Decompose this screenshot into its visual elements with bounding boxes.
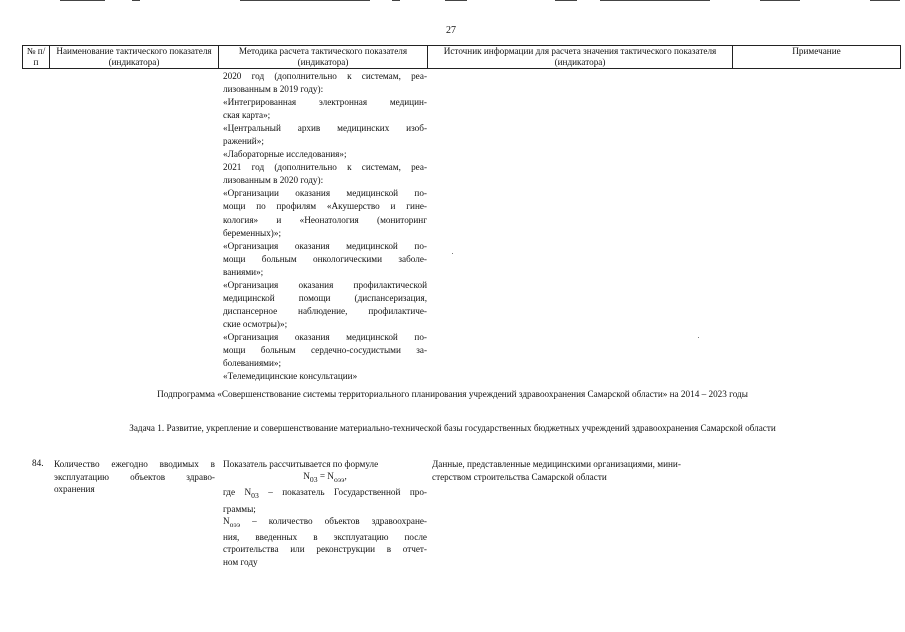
source-line: Данные, представленные медицинскими организациями, мини-: [432, 459, 681, 469]
method-line: ская карта»;: [223, 110, 271, 121]
method-line: мощи больным сердечно-сосудистыми за-: [223, 344, 427, 355]
scan-edge-line: [240, 0, 370, 1]
formula-end: ,: [344, 471, 347, 482]
table-header-row: [23, 46, 901, 69]
method-line: лизованным в 2019 году):: [223, 84, 324, 95]
method-line: ские осмотры)»;: [223, 318, 288, 329]
method-n-line: [223, 515, 427, 531]
formula-left: N: [303, 471, 310, 482]
where-prefix: где N: [223, 487, 252, 498]
where-rest: – показатель Государственной про-: [258, 487, 427, 498]
method-line: ном году: [223, 556, 258, 567]
method-line: «Центральный архив медицинских изоб-: [223, 123, 427, 134]
method-line: «Организация оказания медицинской по-: [223, 240, 427, 251]
method-continuation: [223, 70, 427, 383]
method-line: болеваниями»;: [223, 358, 282, 369]
formula-right-subscript: оээ: [333, 475, 345, 485]
indicator-method: [223, 458, 427, 568]
method-line: диспансерное наблюдение, профилактиче-: [223, 305, 427, 316]
task-title: Задача 1. Развитие, укрепление и совершенствование материально-технической базы государственных бюджетных учреждений здравоохранения Самарской области: [129, 423, 776, 433]
header-col-note: Примечание: [733, 46, 901, 69]
header-col-name: Наименование тактического показателя (индикатора): [50, 46, 219, 69]
method-line: 2020 год (дополнительно к системам, реа-: [223, 71, 427, 81]
method-line: «Лабораторные исследования»;: [223, 149, 347, 160]
indicator-name-line: Количество ежегодно вводимых в: [54, 459, 215, 469]
method-line: «Интегрированная электронная медицин-: [223, 97, 427, 108]
header-col-method: Методика расчета тактического показателя (индикатора): [219, 46, 428, 69]
method-line: лизованным в 2020 году):: [223, 175, 324, 186]
method-line: медицинской помощи (диспансеризация,: [223, 292, 427, 303]
method-line: беременных)»;: [223, 227, 282, 238]
method-line: ваниями»;: [223, 266, 264, 277]
indicator-name: [54, 458, 215, 496]
method-line: ния, введенных в эксплуатацию после: [223, 531, 427, 542]
method-line: мощи больным онкологическими заболе-: [223, 253, 427, 264]
method-line: «Организация оказания профилактической: [223, 279, 427, 290]
header-col-source: Источник информации для расчета значения тактического показателя (индикатора): [428, 46, 733, 69]
scan-edge-line: [600, 0, 710, 1]
indicator-name-line: эксплуатацию объектов здраво-: [54, 471, 215, 482]
scan-edge-line: [132, 0, 140, 1]
where-subscript: 03: [251, 491, 259, 501]
n-subscript: оээ: [229, 519, 241, 529]
method-line: кология» и «Неонатология (мониторинг: [223, 214, 427, 225]
page-number: 27: [446, 25, 456, 36]
table-header: [22, 45, 901, 69]
subprogram-title: Подпрограмма «Совершенствование системы территориального планирования учреждений здравоохранения Самарской области» на 2014 – 2023 годы: [157, 389, 748, 399]
row-number: 84.: [32, 458, 44, 468]
source-line: стерством строительства Самарской области: [432, 471, 607, 482]
n-prefix: N: [223, 515, 230, 526]
n-rest: – количество объектов здравоохране-: [240, 515, 427, 526]
scan-edge-line: [60, 0, 105, 1]
method-where-line: [223, 486, 427, 502]
method-line: 2021 год (дополнительно к системам, реа-: [223, 162, 427, 173]
scan-edge-line: [555, 0, 577, 1]
header-col-number: № п/п: [23, 46, 50, 69]
method-line: граммы;: [223, 503, 256, 514]
formula-left-subscript: 03: [309, 475, 318, 485]
indicator-source: [432, 458, 732, 483]
indicator-name-line: охранения: [54, 484, 95, 494]
scan-edge-line: [392, 0, 400, 1]
method-intro: Показатель рассчитывается по формуле: [223, 459, 379, 469]
method-line: ражений»;: [223, 136, 264, 147]
method-line: «Организации оказания медицинской по-: [223, 188, 427, 199]
scan-edge-line: [870, 0, 900, 1]
method-line: «Телемедицинские консультации»: [223, 371, 358, 382]
method-line: строительства или реконструкции в отчет-: [223, 544, 427, 555]
formula: [223, 470, 427, 486]
method-line: мощи по профилям «Акушерство и гине-: [223, 201, 427, 212]
formula-mid: = N: [317, 471, 334, 482]
scan-speck: [452, 253, 453, 254]
method-line: «Организация оказания медицинской по-: [223, 331, 427, 342]
scan-edge-line: [445, 0, 467, 1]
scan-speck: [698, 337, 699, 338]
scan-edge-line: [760, 0, 800, 1]
